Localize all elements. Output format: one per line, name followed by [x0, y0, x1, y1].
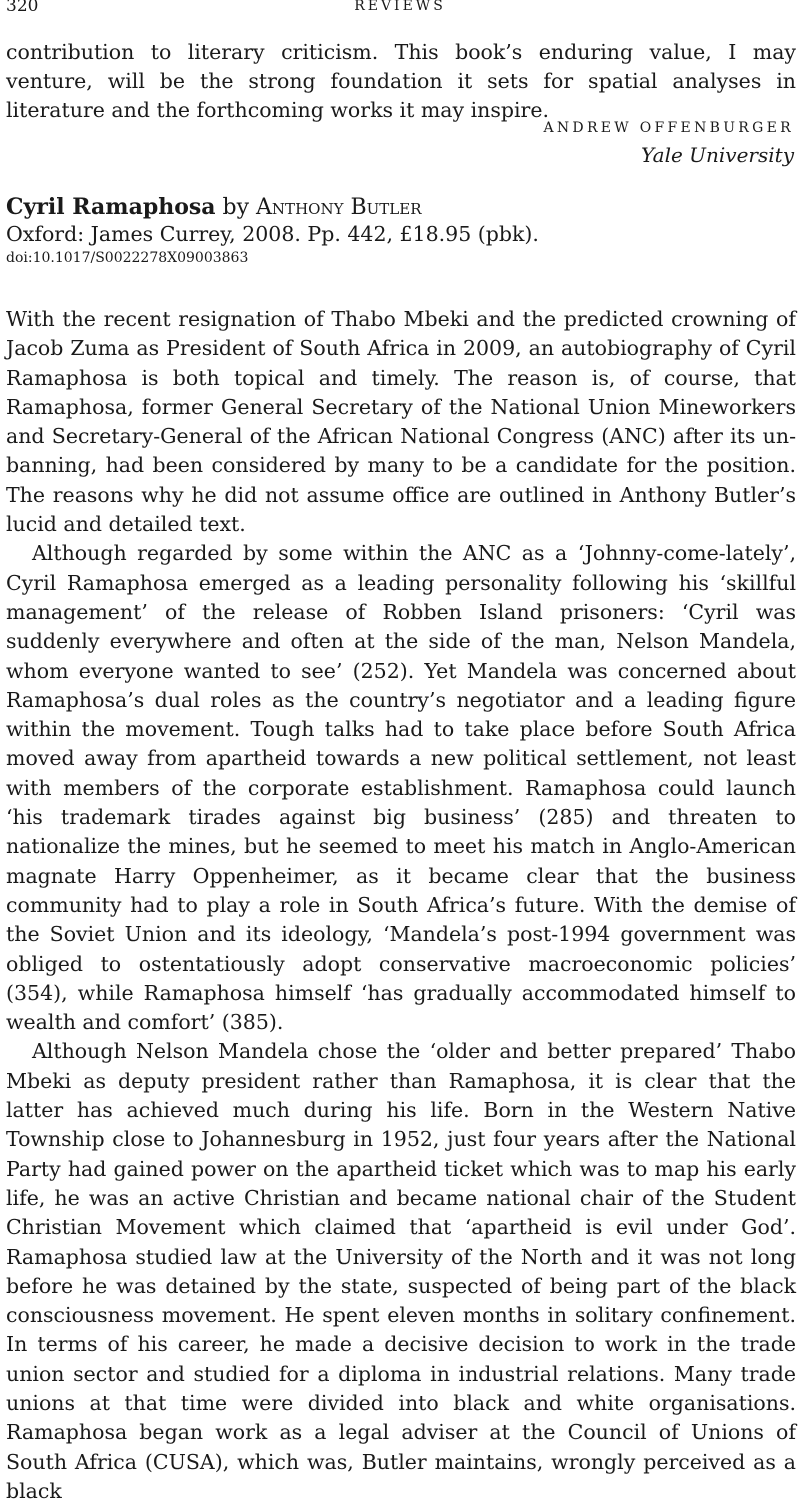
book-title: Cyril Ramaphosa [6, 194, 216, 220]
running-head: REVIEWS [354, 0, 446, 14]
previous-review-closing-text: contribution to literary criticism. This book’s enduring value, I may venture, will be the strong foundation it sets for spatial analyses in literature and the forthcoming works it may inspire. [6, 40, 796, 122]
review-paragraph: Although regarded by some within the ANC as a ‘Johnny-come-lately’, Cyril Ramaphosa emerged as a leading personality following his ‘skillful management’ of the release of Robben Island prisoners: ‘Cyril was suddenly everywhere and often at the side of the man, Nelson Mandela, whom everyone wanted to see’ (252). Yet Mandela was concerned about Ramaphosa’s dual roles as the country’s negotiator and a leading figure within the movement. Tough talks had to take place before South Africa moved away from apartheid towards a new political settlement, not least with members of the corporate establishment. Ramaphosa could launch ‘his trademark tirades against big business’ (285) and threaten to nationalize the mines, but he seemed to meet his match in Anglo-American magnate Harry Oppenheimer, as it became clear that the business community had to play a role in South Africa’s future. With the demise of the Soviet Union and its ideology, ‘Mandela’s post-1994 government was obliged to ostentatiously adopt conservative macroeconomic policies’ (354), while Ramaphosa himself ‘has gradually accommodated himself to wealth and comfort’ (385). [6, 541, 796, 1035]
page-header [6, 0, 794, 20]
publication-details: Oxford: James Currey, 2008. Pp. 442, £18.95 (pbk). [6, 222, 539, 246]
review-paragraph: Although Nelson Mandela chose the ‘older and better prepared’ Thabo Mbeki as deputy president rather than Ramaphosa, it is clear that the latter has achieved much during his life. Born in the Western Native Township close to Johannesburg in 1952, just four years after the National Party had gained power on the apartheid ticket which was to map his early life, he was an active Christian and became national chair of the Student Christian Movement which claimed that ‘apartheid is evil under God’. Ramaphosa studied law at the University of the North and it was not long before he was detained by the state, suspected of being part of the black consciousness movement. He spent eleven months in solitary confinement. In terms of his career, he made a decisive decision to work in the trade union sector and studied for a diploma in industrial relations. Many trade unions at that time were divided into black and white organisations. Ramaphosa began work as a legal adviser at the Council of Unions of South Africa (CUSA), which was, Butler maintains, wrongly perceived as a black [6, 1039, 796, 1503]
review-paragraph: With the recent resignation of Thabo Mbeki and the predicted crowning of Jacob Zuma as President of South Africa in 2009, an autobiography of Cyril Ramaphosa is both topical and timely. The reason is, of course, that Ramaphosa, former General Secretary of the National Union Mineworkers and Secretary-General of the African National Congress (ANC) after its un-banning, had been considered by many to be a candidate for the position. The reasons why he did not assume office are outlined in Anthony Butler’s lucid and detailed text. [6, 307, 796, 537]
reviewer-affiliation: Yale University [641, 143, 794, 167]
book-author: Anthony Butler [256, 195, 422, 220]
page-number: 320 [6, 0, 39, 16]
by-word: by [222, 195, 250, 220]
reviewer-name: ANDREW OFFENBURGER [543, 120, 794, 136]
doi: doi:10.1017/S0022278X09003863 [6, 250, 249, 266]
book-heading [6, 194, 421, 220]
review-body [6, 305, 796, 1506]
